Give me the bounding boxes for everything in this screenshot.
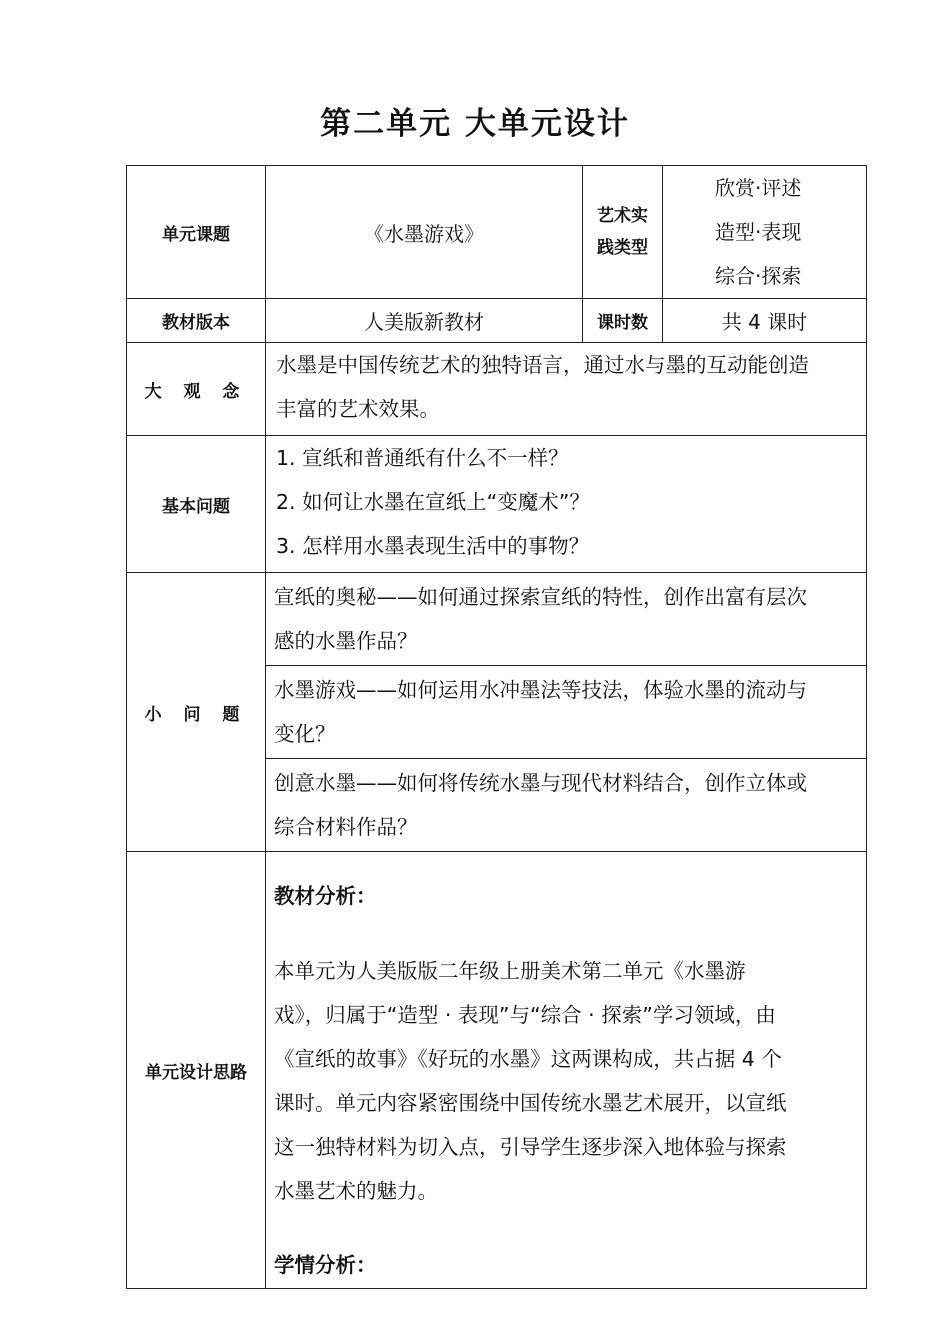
row-big-idea	[127, 343, 867, 436]
hours-value: 共 4 课时	[663, 299, 867, 343]
hours-label: 课时数	[583, 299, 663, 343]
unit-topic-value: 《水墨游戏》	[266, 166, 583, 299]
art-type-values	[663, 166, 867, 299]
small-question-3-line-2: 综合材料作品？	[274, 815, 418, 839]
small-questions-label: 小 问 题	[127, 573, 266, 852]
big-idea-line-2: 丰富的艺术效果。	[276, 397, 440, 421]
analysis-paragraph	[274, 949, 858, 1213]
big-idea-text	[266, 343, 867, 436]
basic-questions-list	[266, 436, 867, 573]
textbook-value: 人美版新教材	[266, 299, 583, 343]
page-title: 第二单元 大单元设计	[320, 106, 630, 142]
analysis-line-5: 这一独特材料为切入点，引导学生逐步深入地体验与探索	[274, 1135, 787, 1159]
art-type-label: 艺术实践类型	[583, 166, 663, 299]
small-question-3-line-1: 创意水墨——如何将传统水墨与现代材料结合，创作立体或	[274, 771, 807, 795]
unit-topic-label: 单元课题	[127, 166, 266, 299]
learner-analysis-heading: 学情分析：	[274, 1253, 377, 1277]
small-question-1-line-1: 宣纸的奥秘——如何通过探索宣纸的特性，创作出富有层次	[274, 585, 807, 609]
unit-design-table	[126, 165, 867, 1289]
textbook-label: 教材版本	[127, 299, 266, 343]
unit-design-label: 单元设计思路	[127, 852, 266, 1289]
art-type-value-2: 造型·表现	[715, 220, 802, 244]
small-question-1	[266, 573, 867, 666]
row-textbook	[127, 299, 867, 343]
row-basic-questions	[127, 436, 867, 573]
row-unit-topic	[127, 166, 867, 299]
small-question-2-line-1: 水墨游戏——如何运用水冲墨法等技法，体验水墨的流动与	[274, 678, 807, 702]
art-type-value-3: 综合·探索	[715, 264, 802, 288]
small-question-2-line-2: 变化？	[274, 722, 336, 746]
analysis-line-2: 戏》，归属于“造型 · 表现”与“综合 · 探索”学习领域，由	[274, 1003, 776, 1027]
analysis-line-1: 本单元为人美版版二年级上册美术第二单元《水墨游	[274, 959, 746, 983]
analysis-heading: 教材分析：	[274, 884, 377, 908]
small-question-1-line-2: 感的水墨作品？	[274, 629, 418, 653]
unit-design-content	[266, 852, 867, 1289]
basic-question-1: 1. 宣纸和普通纸有什么不一样？	[276, 446, 569, 470]
basic-questions-label: 基本问题	[127, 436, 266, 573]
analysis-line-6: 水墨艺术的魅力。	[274, 1179, 438, 1203]
row-small-question-1	[127, 573, 867, 666]
basic-question-2: 2. 如何让水墨在宣纸上“变魔术”？	[276, 490, 590, 514]
art-type-value-1: 欣赏·评述	[715, 176, 802, 200]
small-question-3	[266, 759, 867, 852]
small-question-2	[266, 666, 867, 759]
analysis-line-3: 《宣纸的故事》《好玩的水墨》这两课构成，共占据 4 个	[274, 1047, 782, 1071]
basic-question-3: 3. 怎样用水墨表现生活中的事物？	[276, 534, 590, 558]
big-idea-label: 大 观 念	[127, 343, 266, 436]
row-unit-design	[127, 852, 867, 1289]
analysis-line-4: 课时。单元内容紧密围绕中国传统水墨艺术展开，以宣纸	[274, 1091, 787, 1115]
big-idea-line-1: 水墨是中国传统艺术的独特语言，通过水与墨的互动能创造	[276, 353, 809, 377]
